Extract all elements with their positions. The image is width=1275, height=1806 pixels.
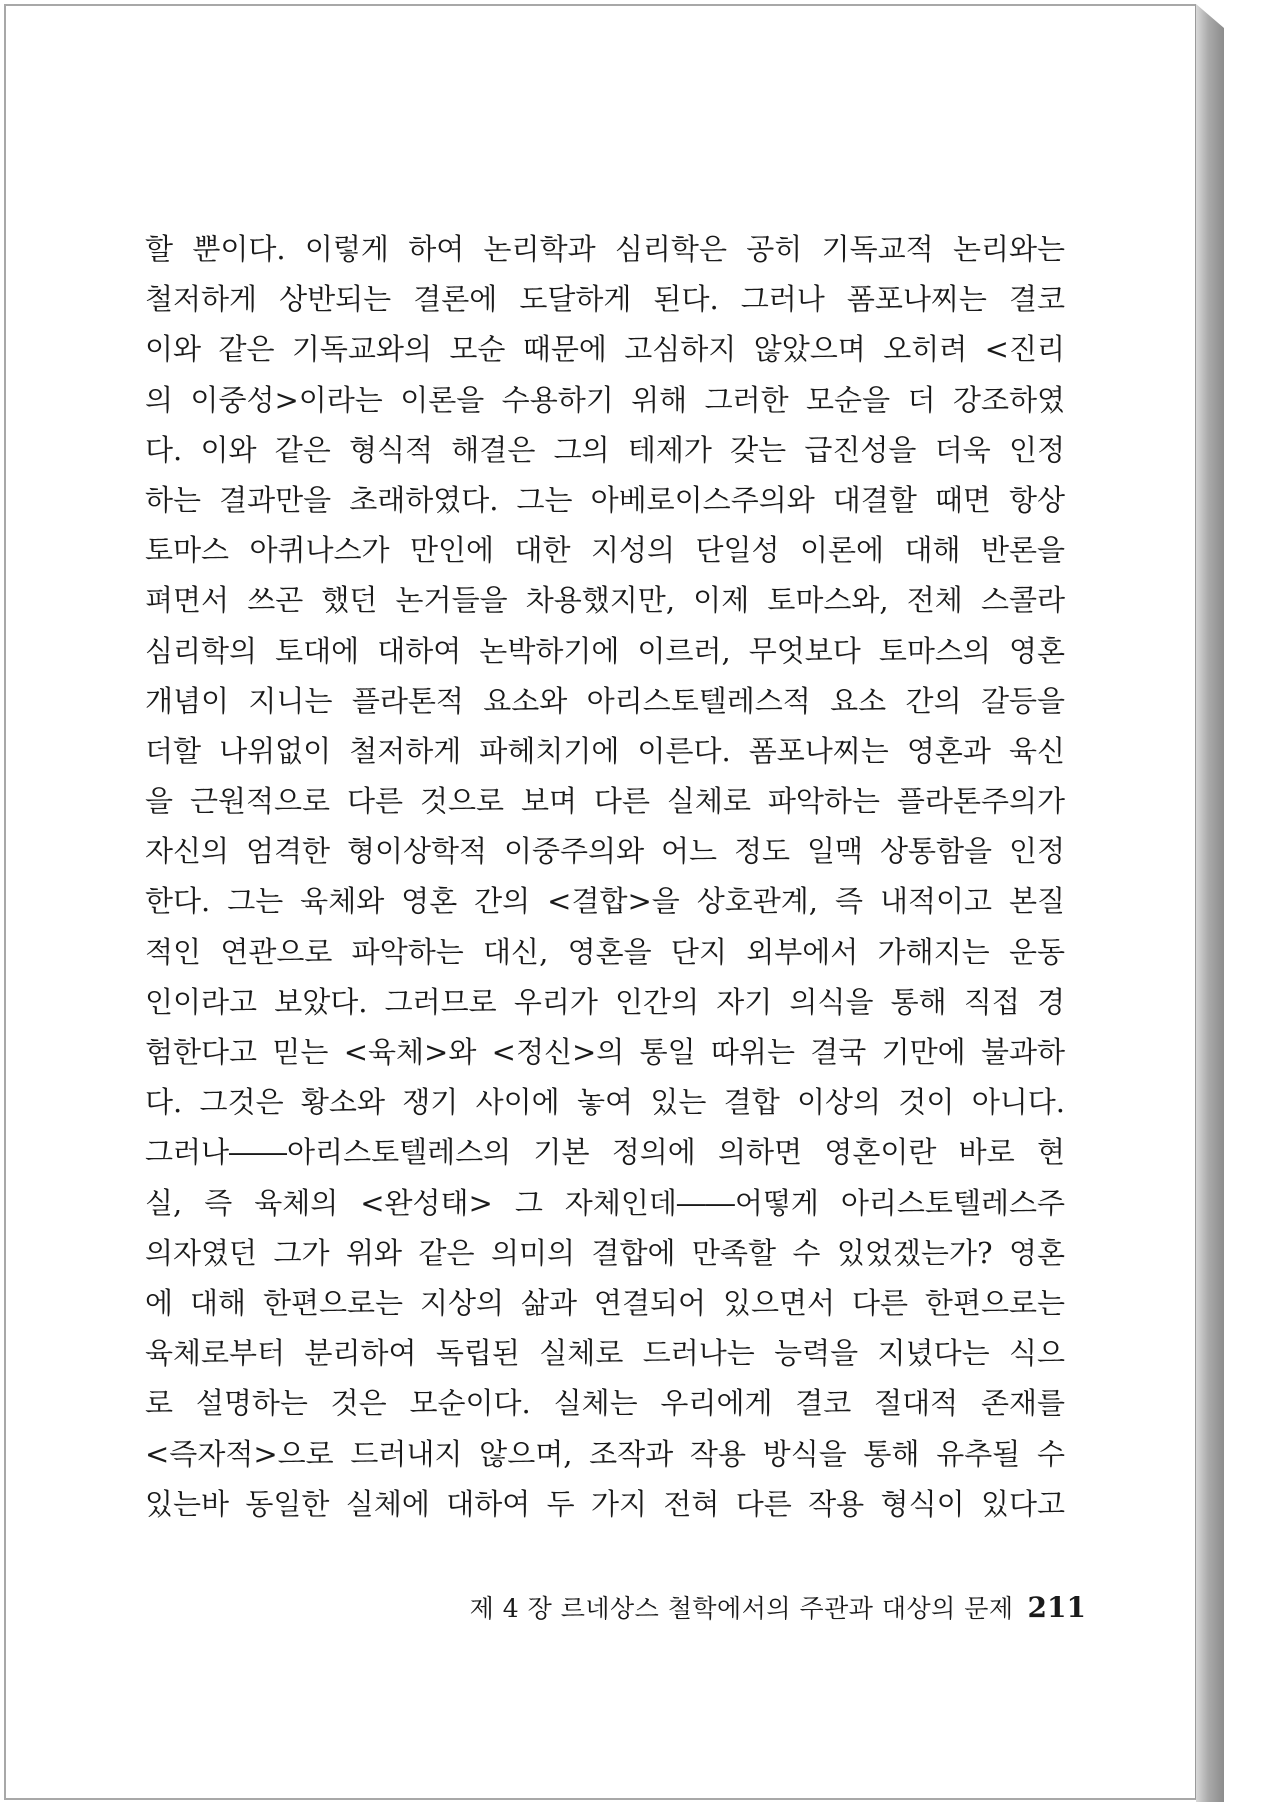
text-line: 다. 그것은 황소와 쟁기 사이에 놓여 있는 결합 이상의 것이 아니다. [145, 1085, 1065, 1120]
chapter-title: 제 4 장 르네상스 철학에서의 주관과 대상의 문제 [469, 1594, 1014, 1623]
text-line: 심리학의 토대에 대하여 논박하기에 이르러, 무엇보다 토마스의 영혼 [145, 633, 1065, 668]
text-line: 다. 이와 같은 형식적 해결은 그의 테제가 갖는 급진성을 더욱 인정 [145, 432, 1065, 467]
text-line: 적인 연관으로 파악하는 대신, 영혼을 단지 외부에서 가해지는 운동 [145, 934, 1065, 969]
text-line: 철저하게 상반되는 결론에 도달하게 된다. 그러나 폼포나찌는 결코 [145, 282, 1065, 317]
text-line: 할 뿐이다. 이렇게 하여 논리학과 심리학은 공히 기독교적 논리와는 [145, 232, 1065, 266]
page-edge-shadow [1196, 4, 1224, 1802]
text-line: 펴면서 쓰곤 했던 논거들을 차용했지만, 이제 토마스와, 전체 스콜라 [145, 583, 1065, 618]
text-line: 을 근원적으로 다른 것으로 보며 다른 실체로 파악하는 플라톤주의가 [145, 784, 1065, 819]
text-line: 자신의 엄격한 형이상학적 이중주의와 어느 정도 일맥 상통함을 인정 [145, 834, 1065, 869]
text-line: 토마스 아퀴나스가 만인에 대한 지성의 단일성 이론에 대해 반론을 [145, 533, 1065, 568]
running-footer [386, 1589, 1086, 1629]
text-line: 하는 결과만을 초래하였다. 그는 아베로이스주의와 대결할 때면 항상 [145, 482, 1065, 517]
text-line: 개념이 지니는 플라톤적 요소와 아리스토텔레스적 요소 간의 갈등을 [145, 683, 1065, 718]
text-line: 험한다고 믿는 <육체>와 <정신>의 통일 따위는 결국 기만에 불과하 [145, 1035, 1065, 1069]
book-page [4, 4, 1196, 1800]
text-line: 의 이중성>이라는 이론을 수용하기 위해 그러한 모순을 더 강조하였 [145, 382, 1065, 417]
text-line: 그러나――아리스토텔레스의 기본 정의에 의하면 영혼이란 바로 현 [145, 1135, 1065, 1170]
text-line: 이와 같은 기독교와의 모순 때문에 고심하지 않았으며 오히려 <진리 [145, 332, 1065, 367]
text-line: 인이라고 보았다. 그러므로 우리가 인간의 자기 의식을 통해 직접 경 [145, 984, 1065, 1019]
text-line: 의자였던 그가 위와 같은 의미의 결합에 만족할 수 있었겠는가? 영혼 [145, 1235, 1065, 1270]
text-line: 에 대해 한편으로는 지상의 삶과 연결되어 있으면서 다른 한편으로는 [145, 1285, 1065, 1320]
text-line: 한다. 그는 육체와 영혼 간의 <결합>을 상호관계, 즉 내적이고 본질 [145, 884, 1065, 919]
text-line: 있는바 동일한 실체에 대하여 두 가지 전혀 다른 작용 형식이 있다고 [145, 1486, 1065, 1521]
text-line: 더할 나위없이 철저하게 파헤치기에 이른다. 폼포나찌는 영혼과 육신 [145, 733, 1065, 768]
page-number: 211 [1027, 1591, 1086, 1624]
text-line: 로 설명하는 것은 모순이다. 실체는 우리에게 결코 절대적 존재를 [145, 1386, 1065, 1421]
text-line: <즉자적>으로 드러내지 않으며, 조작과 작용 방식을 통해 유추될 수 [145, 1436, 1065, 1471]
body-text [145, 224, 1065, 1529]
text-line: 육체로부터 분리하여 독립된 실체로 드러나는 능력을 지녔다는 식으 [145, 1336, 1065, 1371]
text-line: 실, 즉 육체의 <완성태> 그 자체인데――어떻게 아리스토텔레스주 [145, 1185, 1065, 1220]
